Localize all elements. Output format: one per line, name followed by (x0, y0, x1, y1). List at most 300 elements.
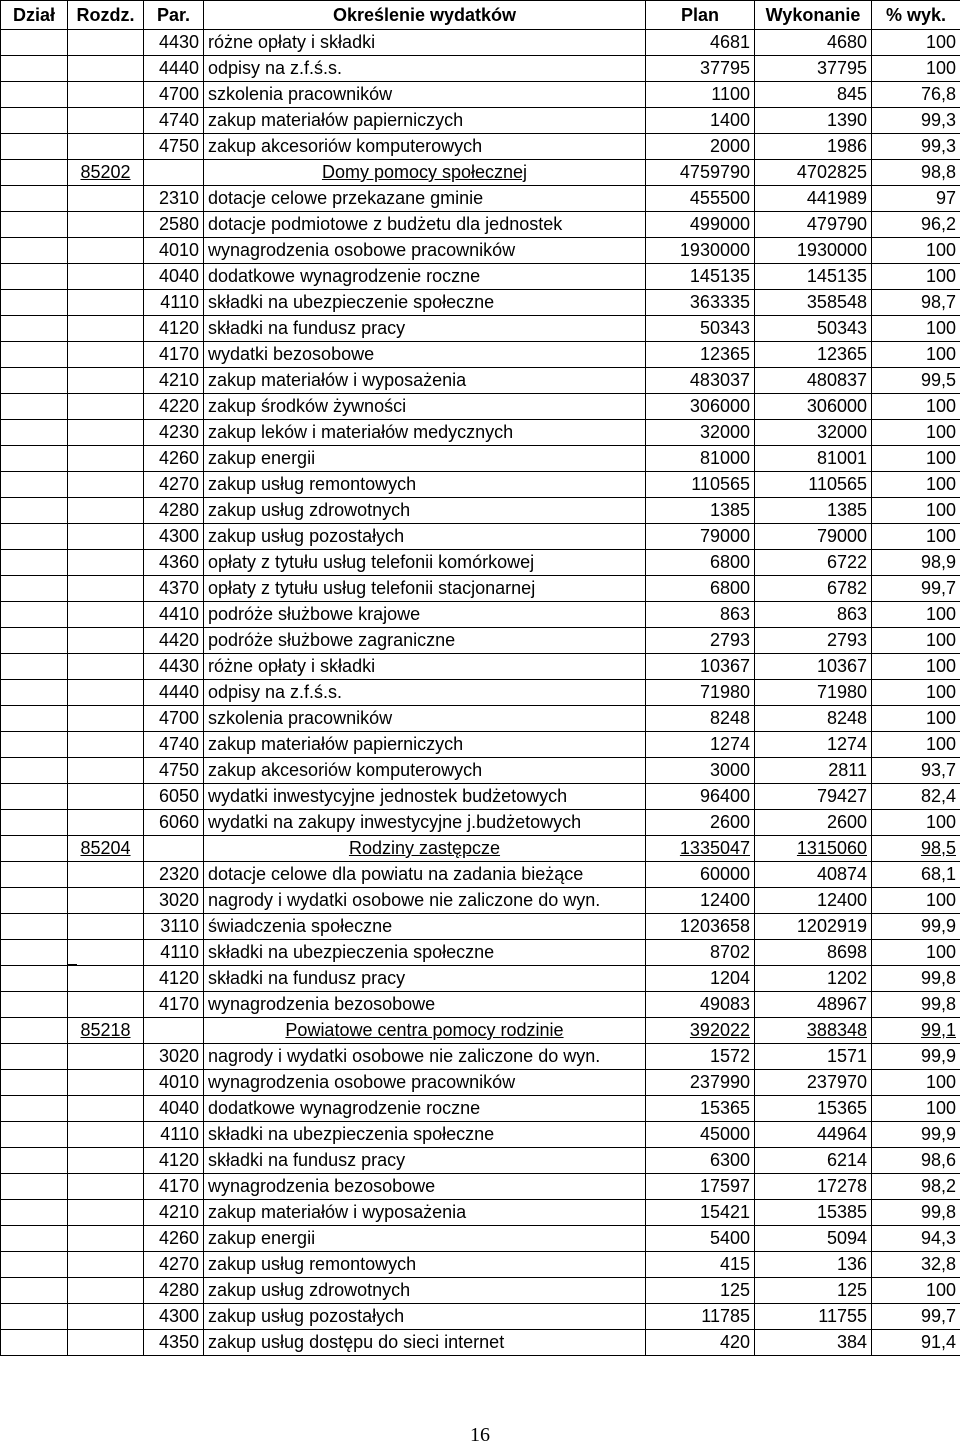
cell-name (204, 316, 646, 342)
cell-name (204, 238, 646, 264)
cell-pct (872, 1096, 960, 1122)
cell-wykonanie-text: 8248 (826, 708, 867, 728)
table-row (1, 30, 960, 56)
cell-par (144, 56, 204, 82)
cell-name-text: szkolenia pracowników (208, 708, 393, 728)
cell-par-text: 4120 (158, 1150, 199, 1170)
cell-name (204, 862, 646, 888)
cell-par-text: 4230 (158, 422, 199, 442)
cell-plan-text: 15365 (699, 1098, 750, 1118)
table-row (1, 602, 960, 628)
cell-pct-text: 100 (925, 266, 956, 286)
cell-name (204, 576, 646, 602)
cell-plan-text: 10367 (699, 656, 750, 676)
cell-name (204, 836, 646, 862)
cell-pct-text: 96,2 (920, 214, 956, 234)
cell-rozdz (68, 706, 144, 732)
cell-par (144, 888, 204, 914)
cell-par (144, 1330, 204, 1356)
cell-plan-text: 110565 (691, 474, 750, 494)
cell-name-text: dodatkowe wynagrodzenie roczne (208, 266, 481, 286)
cell-pct-text: 99,9 (920, 1046, 956, 1066)
cell-par (144, 940, 204, 966)
cell-name (204, 186, 646, 212)
cell-pct-text: 91,4 (920, 1332, 956, 1352)
table-row (1, 212, 960, 238)
cell-name-text: składki na ubezpieczenia społeczne (208, 942, 495, 962)
cell-pct-text: 100 (925, 448, 956, 468)
cell-rozdz (68, 56, 144, 82)
cell-par (144, 680, 204, 706)
cell-wykonanie-text: 1390 (826, 110, 867, 130)
cell-wykonanie (755, 264, 872, 290)
cell-name (204, 524, 646, 550)
cell-pct-text: 100 (925, 1280, 956, 1300)
cell-par (144, 1018, 204, 1044)
cell-par (144, 732, 204, 758)
cell-plan-text: 96400 (699, 786, 750, 806)
cell-dzial (1, 784, 68, 810)
cell-pct (872, 290, 960, 316)
table-row (1, 498, 960, 524)
cell-plan (646, 290, 755, 316)
cell-plan-text: 306000 (689, 396, 750, 416)
cell-par (144, 628, 204, 654)
cell-pct-text: 100 (925, 500, 956, 520)
cell-par (144, 420, 204, 446)
cell-pct-text: 100 (925, 240, 956, 260)
cell-name-text: dotacje celowe dla powiatu na zadania bieżące (208, 864, 584, 884)
cell-dzial (1, 1148, 68, 1174)
cell-rozdz (68, 1226, 144, 1252)
cell-name-text: składki na fundusz pracy (208, 968, 406, 988)
cell-rozdz (68, 940, 144, 966)
cell-par-text: 4350 (158, 1332, 199, 1352)
cell-wykonanie-text: 40874 (816, 864, 867, 884)
cell-name (204, 368, 646, 394)
cell-pct (872, 264, 960, 290)
table-row (1, 862, 960, 888)
cell-name-text: wynagrodzenia bezosobowe (208, 1176, 436, 1196)
cell-wykonanie-text: 79427 (816, 786, 867, 806)
cell-plan-text: 483037 (689, 370, 750, 390)
cell-pct (872, 1200, 960, 1226)
cell-name-text: dotacje podmiotowe z budżetu dla jednostek (208, 214, 563, 234)
cell-wykonanie (755, 732, 872, 758)
cell-par (144, 238, 204, 264)
cell-dzial (1, 1044, 68, 1070)
cell-name-text: nagrody i wydatki osobowe nie zaliczone do wyn. (208, 1046, 601, 1066)
table-row (1, 108, 960, 134)
cell-name-text: nagrody i wydatki osobowe nie zaliczone do wyn. (208, 890, 601, 910)
cell-name-text: zakup materiałów papierniczych (208, 734, 464, 754)
cell-plan (646, 732, 755, 758)
table-row (1, 1174, 960, 1200)
cell-pct-text: 68,1 (920, 864, 956, 884)
cell-par-text: 2320 (158, 864, 199, 884)
cell-name (204, 732, 646, 758)
page-number: 16 (470, 1424, 490, 1446)
cell-plan-text: 1400 (709, 110, 750, 130)
cell-wykonanie (755, 368, 872, 394)
cell-wykonanie (755, 1330, 872, 1356)
cell-par (144, 836, 204, 862)
cell-par-text: 4220 (158, 396, 199, 416)
cell-dzial (1, 238, 68, 264)
header-rozdz: Rozdz. (68, 1, 144, 30)
table-row (1, 56, 960, 82)
cell-par (144, 472, 204, 498)
cell-pct (872, 56, 960, 82)
table-row (1, 576, 960, 602)
cell-pct (872, 914, 960, 940)
cell-plan-text: 3000 (709, 760, 750, 780)
cell-rozdz (68, 836, 144, 862)
cell-pct-text: 99,5 (920, 370, 956, 390)
cell-name (204, 264, 646, 290)
cell-pct (872, 888, 960, 914)
cell-dzial (1, 1174, 68, 1200)
cell-wykonanie-text: 71980 (816, 682, 867, 702)
cell-plan-text: 237990 (689, 1072, 750, 1092)
table-row (1, 134, 960, 160)
table-row (1, 628, 960, 654)
cell-plan (646, 576, 755, 602)
cell-pct (872, 758, 960, 784)
cell-plan (646, 1278, 755, 1304)
cell-name-text: opłaty z tytułu usług telefonii komórkowej (208, 552, 535, 572)
cell-par (144, 264, 204, 290)
table-row (1, 888, 960, 914)
cell-pct-text: 100 (925, 58, 956, 78)
cell-name-text: wydatki na zakupy inwestycyjne j.budżetowych (208, 812, 582, 832)
cell-wykonanie-text: 237970 (806, 1072, 867, 1092)
cell-pct (872, 30, 960, 56)
cell-plan-text: 863 (719, 604, 750, 624)
cell-pct-text: 94,3 (920, 1228, 956, 1248)
cell-par-text: 4440 (158, 682, 199, 702)
cell-par-text: 4430 (158, 656, 199, 676)
cell-pct-text: 99,9 (920, 916, 956, 936)
cell-par (144, 576, 204, 602)
cell-wykonanie (755, 940, 872, 966)
cell-wykonanie-text: 6722 (826, 552, 867, 572)
cell-name (204, 1278, 646, 1304)
cell-wykonanie-text: 1986 (826, 136, 867, 156)
cell-rozdz (68, 394, 144, 420)
cell-dzial (1, 1330, 68, 1356)
cell-name-text: świadczenia społeczne (208, 916, 393, 936)
cell-wykonanie-text: 441989 (806, 188, 867, 208)
cell-name (204, 30, 646, 56)
cell-wykonanie (755, 524, 872, 550)
cell-plan (646, 56, 755, 82)
cell-rozdz (68, 368, 144, 394)
cell-rozdz (68, 186, 144, 212)
cell-pct (872, 186, 960, 212)
header-par: Par. (144, 1, 204, 30)
cell-pct-text: 100 (925, 474, 956, 494)
table-row (1, 264, 960, 290)
cell-rozdz (68, 316, 144, 342)
cell-name (204, 940, 646, 966)
cell-rozdz (68, 914, 144, 940)
cell-par (144, 862, 204, 888)
cell-rozdz (68, 1148, 144, 1174)
cell-wykonanie-text: 81001 (816, 448, 867, 468)
cell-plan (646, 238, 755, 264)
cell-wykonanie-text: 306000 (806, 396, 867, 416)
table-row (1, 446, 960, 472)
cell-name-text: zakup materiałów i wyposażenia (208, 370, 467, 390)
cell-dzial (1, 1304, 68, 1330)
cell-pct-text: 82,4 (920, 786, 956, 806)
cell-plan (646, 30, 755, 56)
cell-rozdz (68, 420, 144, 446)
cell-plan-text: 145135 (689, 266, 750, 286)
cell-name-text: wynagrodzenia osobowe pracowników (208, 240, 516, 260)
cell-par-text: 4280 (158, 1280, 199, 1300)
cell-plan-text: 12400 (699, 890, 750, 910)
cell-rozdz-text: 85204 (80, 838, 131, 858)
cell-pct (872, 836, 960, 862)
table-header (1, 1, 960, 30)
table-row (1, 940, 960, 966)
cell-plan (646, 1174, 755, 1200)
cell-dzial (1, 472, 68, 498)
cell-pct-text: 99,3 (920, 110, 956, 130)
cell-rozdz (68, 160, 144, 186)
cell-name (204, 394, 646, 420)
cell-wykonanie (755, 316, 872, 342)
cell-plan (646, 1070, 755, 1096)
header-row (1, 1, 960, 30)
cell-plan (646, 1044, 755, 1070)
cell-wykonanie-text: 2811 (828, 760, 867, 780)
cell-wykonanie (755, 498, 872, 524)
cell-pct (872, 316, 960, 342)
cell-dzial (1, 836, 68, 862)
cell-wykonanie (755, 810, 872, 836)
cell-rozdz (68, 1070, 144, 1096)
cell-pct (872, 706, 960, 732)
cell-dzial (1, 56, 68, 82)
cell-pct-text: 97 (935, 188, 956, 208)
cell-par (144, 160, 204, 186)
cell-par (144, 810, 204, 836)
table-row (1, 706, 960, 732)
cell-pct-text: 100 (925, 1072, 956, 1092)
cell-par (144, 1122, 204, 1148)
cell-dzial (1, 966, 68, 992)
cell-name-text: zakup usług remontowych (208, 474, 417, 494)
cell-par (144, 82, 204, 108)
cell-plan-text: 1100 (711, 84, 750, 104)
cell-name-text: zakup leków i materiałów medycznych (208, 422, 514, 442)
cell-name (204, 550, 646, 576)
cell-plan (646, 160, 755, 186)
cell-pct (872, 342, 960, 368)
cell-par (144, 134, 204, 160)
cell-plan (646, 836, 755, 862)
table-row (1, 654, 960, 680)
cell-name (204, 1174, 646, 1200)
table-row (1, 290, 960, 316)
cell-wykonanie (755, 342, 872, 368)
cell-wykonanie (755, 654, 872, 680)
cell-dzial (1, 446, 68, 472)
cell-name-text: składki na fundusz pracy (208, 318, 406, 338)
cell-plan-text: 8702 (709, 942, 750, 962)
cell-wykonanie-text: 384 (836, 1332, 867, 1352)
cell-par (144, 966, 204, 992)
cell-pct-text: 76,8 (920, 84, 956, 104)
cell-pct (872, 1018, 960, 1044)
cell-plan-text: 1572 (709, 1046, 750, 1066)
cell-pct (872, 368, 960, 394)
cell-rozdz (68, 966, 144, 992)
cell-par (144, 654, 204, 680)
cell-pct (872, 1174, 960, 1200)
cell-pct-text: 99,8 (920, 1202, 956, 1222)
cell-rozdz (68, 992, 144, 1018)
cell-name-text: dotacje celowe przekazane gminie (208, 188, 484, 208)
cell-name (204, 1070, 646, 1096)
cell-par (144, 524, 204, 550)
cell-wykonanie (755, 472, 872, 498)
cell-name-text: zakup usług dostępu do sieci internet (208, 1332, 505, 1352)
cell-par-text: 4210 (158, 1202, 199, 1222)
cell-dzial (1, 758, 68, 784)
cell-par (144, 1070, 204, 1096)
cell-dzial (1, 498, 68, 524)
table-row (1, 186, 960, 212)
cell-par (144, 992, 204, 1018)
cell-name-text: zakup energii (208, 448, 316, 468)
cell-wykonanie-text: 48967 (816, 994, 867, 1014)
cell-par-text: 4010 (158, 240, 199, 260)
cell-plan (646, 472, 755, 498)
cell-wykonanie (755, 966, 872, 992)
cell-pct (872, 1226, 960, 1252)
cell-wykonanie-text: 2600 (826, 812, 867, 832)
cell-pct (872, 498, 960, 524)
cell-wykonanie-text: 6214 (826, 1150, 867, 1170)
cell-par-text: 3020 (158, 890, 199, 910)
cell-dzial (1, 576, 68, 602)
cell-par-text: 4120 (158, 318, 199, 338)
cell-plan-text: 71980 (699, 682, 750, 702)
cell-pct-text: 100 (925, 32, 956, 52)
section-row (1, 160, 960, 186)
cell-wykonanie (755, 56, 872, 82)
cell-dzial (1, 394, 68, 420)
cell-plan (646, 940, 755, 966)
cell-par (144, 1044, 204, 1070)
table-row (1, 1226, 960, 1252)
cell-par-text: 4700 (158, 84, 199, 104)
section-row (1, 836, 960, 862)
cell-plan (646, 186, 755, 212)
table-row (1, 1044, 960, 1070)
cell-par-text: 4110 (160, 942, 199, 962)
cell-dzial (1, 264, 68, 290)
cell-name (204, 758, 646, 784)
cell-par-text: 3020 (158, 1046, 199, 1066)
cell-par-text: 4170 (158, 994, 199, 1014)
cell-pct-text: 99,9 (920, 1124, 956, 1144)
cell-par (144, 706, 204, 732)
cell-rozdz (68, 290, 144, 316)
cell-plan (646, 992, 755, 1018)
cell-plan-text: 45000 (699, 1124, 750, 1144)
cell-dzial (1, 82, 68, 108)
cell-par-text: 4170 (158, 1176, 199, 1196)
cell-dzial (1, 602, 68, 628)
cell-plan-text: 2793 (709, 630, 750, 650)
cell-par (144, 550, 204, 576)
cell-wykonanie (755, 1278, 872, 1304)
cell-plan-text: 1274 (709, 734, 750, 754)
cell-rozdz (68, 1278, 144, 1304)
cell-par-text: 4280 (158, 500, 199, 520)
cell-rozdz (68, 784, 144, 810)
cell-wykonanie-text: 32000 (816, 422, 867, 442)
cell-name-text: zakup akcesoriów komputerowych (208, 760, 483, 780)
cell-par-text: 6060 (158, 812, 199, 832)
cell-par-text: 4750 (158, 760, 199, 780)
cell-pct-text: 100 (925, 318, 956, 338)
cell-plan (646, 550, 755, 576)
cell-plan (646, 1018, 755, 1044)
cell-par-text: 4040 (158, 1098, 199, 1118)
cell-plan-text: 2600 (709, 812, 750, 832)
cell-name-text: podróże służbowe krajowe (208, 604, 421, 624)
cell-wykonanie (755, 680, 872, 706)
cell-wykonanie (755, 134, 872, 160)
cell-wykonanie-text: 1202 (826, 968, 867, 988)
cell-wykonanie-text: 50343 (816, 318, 867, 338)
cell-name-text: różne opłaty i składki (208, 656, 376, 676)
cell-wykonanie (755, 108, 872, 134)
cell-plan-text: 81000 (699, 448, 750, 468)
cell-plan-text: 4759790 (679, 162, 750, 182)
cell-rozdz (68, 1122, 144, 1148)
cell-wykonanie-text: 145135 (806, 266, 867, 286)
cell-wykonanie (755, 784, 872, 810)
header-name: Określenie wydatków (204, 1, 646, 30)
cell-rozdz (68, 498, 144, 524)
cell-wykonanie (755, 30, 872, 56)
cell-rozdz (68, 1096, 144, 1122)
cell-plan (646, 1226, 755, 1252)
cell-wykonanie-text: 12365 (816, 344, 867, 364)
table-body (1, 30, 960, 1356)
cell-name-text: różne opłaty i składki (208, 32, 376, 52)
cell-wykonanie (755, 238, 872, 264)
cell-par-text: 4040 (158, 266, 199, 286)
cell-plan (646, 342, 755, 368)
cell-wykonanie-text: 4680 (826, 32, 867, 52)
cell-rozdz (68, 264, 144, 290)
cell-par-text: 2580 (158, 214, 199, 234)
cell-wykonanie-text: 5094 (826, 1228, 867, 1248)
cell-par-text: 4440 (158, 58, 199, 78)
cell-rozdz (68, 1252, 144, 1278)
table-row (1, 368, 960, 394)
cell-wykonanie-text: 480837 (806, 370, 867, 390)
cell-plan-text: 60000 (699, 864, 750, 884)
